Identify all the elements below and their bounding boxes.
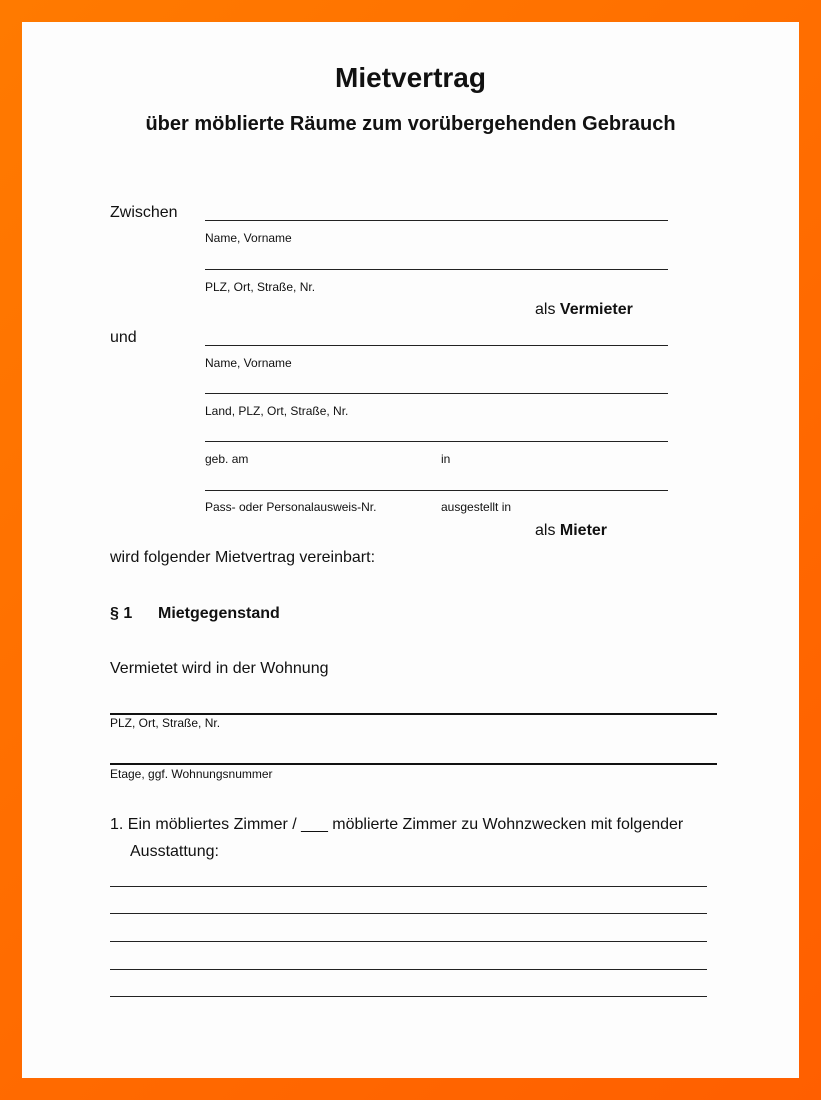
document-title: Mietvertrag bbox=[335, 62, 486, 93]
tenant-birth-line[interactable] bbox=[205, 441, 668, 442]
apartment-address-label: PLZ, Ort, Straße, Nr. bbox=[110, 716, 221, 730]
equipment-line[interactable] bbox=[110, 996, 707, 997]
section1-intro: Vermietet wird in der Wohnung bbox=[110, 660, 329, 677]
tenant-role: Mieter bbox=[559, 522, 608, 539]
section1-number: § 1 bbox=[110, 605, 133, 622]
tenant-name-label: Name, Vorname bbox=[205, 356, 292, 370]
equipment-line[interactable] bbox=[110, 969, 707, 970]
as-landlord-text bbox=[535, 301, 633, 319]
apartment-floor-line[interactable] bbox=[110, 763, 717, 765]
item1-line1: 1. Ein möbliertes Zimmer / ___ möblierte Zimmer zu Wohnzwecken mit folgender bbox=[110, 816, 684, 833]
and-label: und bbox=[110, 329, 137, 346]
section1-heading: Mietgegenstand bbox=[158, 605, 280, 622]
landlord-name-line[interactable] bbox=[205, 220, 668, 221]
between-label: Zwischen bbox=[110, 204, 178, 221]
landlord-name-label: Name, Vorname bbox=[205, 231, 292, 245]
tenant-name-line[interactable] bbox=[205, 345, 668, 346]
tenant-passport-line[interactable] bbox=[205, 490, 668, 491]
item1-line2: Ausstattung: bbox=[130, 843, 219, 860]
birth-place-label: in bbox=[441, 452, 451, 466]
item1-paragraph bbox=[110, 811, 716, 865]
document-subtitle: über möblierte Räume zum vorübergehenden Gebrauch bbox=[145, 113, 676, 135]
equipment-line[interactable] bbox=[110, 886, 707, 887]
tenant-address-label: Land, PLZ, Ort, Straße, Nr. bbox=[205, 404, 349, 418]
as-tenant-prefix: als bbox=[535, 522, 556, 539]
passport-label: Pass- oder Personalausweis-Nr. bbox=[205, 500, 377, 514]
agreement-text: wird folgender Mietvertrag vereinbart: bbox=[110, 549, 376, 566]
issued-label: ausgestellt in bbox=[441, 500, 512, 514]
equipment-line[interactable] bbox=[110, 913, 707, 914]
landlord-address-line[interactable] bbox=[205, 269, 668, 270]
tenant-address-line[interactable] bbox=[205, 393, 668, 394]
as-tenant-text bbox=[535, 522, 607, 540]
apartment-floor-label: Etage, ggf. Wohnungsnummer bbox=[110, 767, 273, 781]
apartment-address-line[interactable] bbox=[110, 713, 717, 715]
as-landlord-prefix: als bbox=[535, 301, 556, 318]
landlord-role: Vermieter bbox=[559, 301, 633, 318]
equipment-line[interactable] bbox=[110, 941, 707, 942]
birth-date-label: geb. am bbox=[205, 452, 249, 466]
landlord-address-label: PLZ, Ort, Straße, Nr. bbox=[205, 280, 316, 294]
